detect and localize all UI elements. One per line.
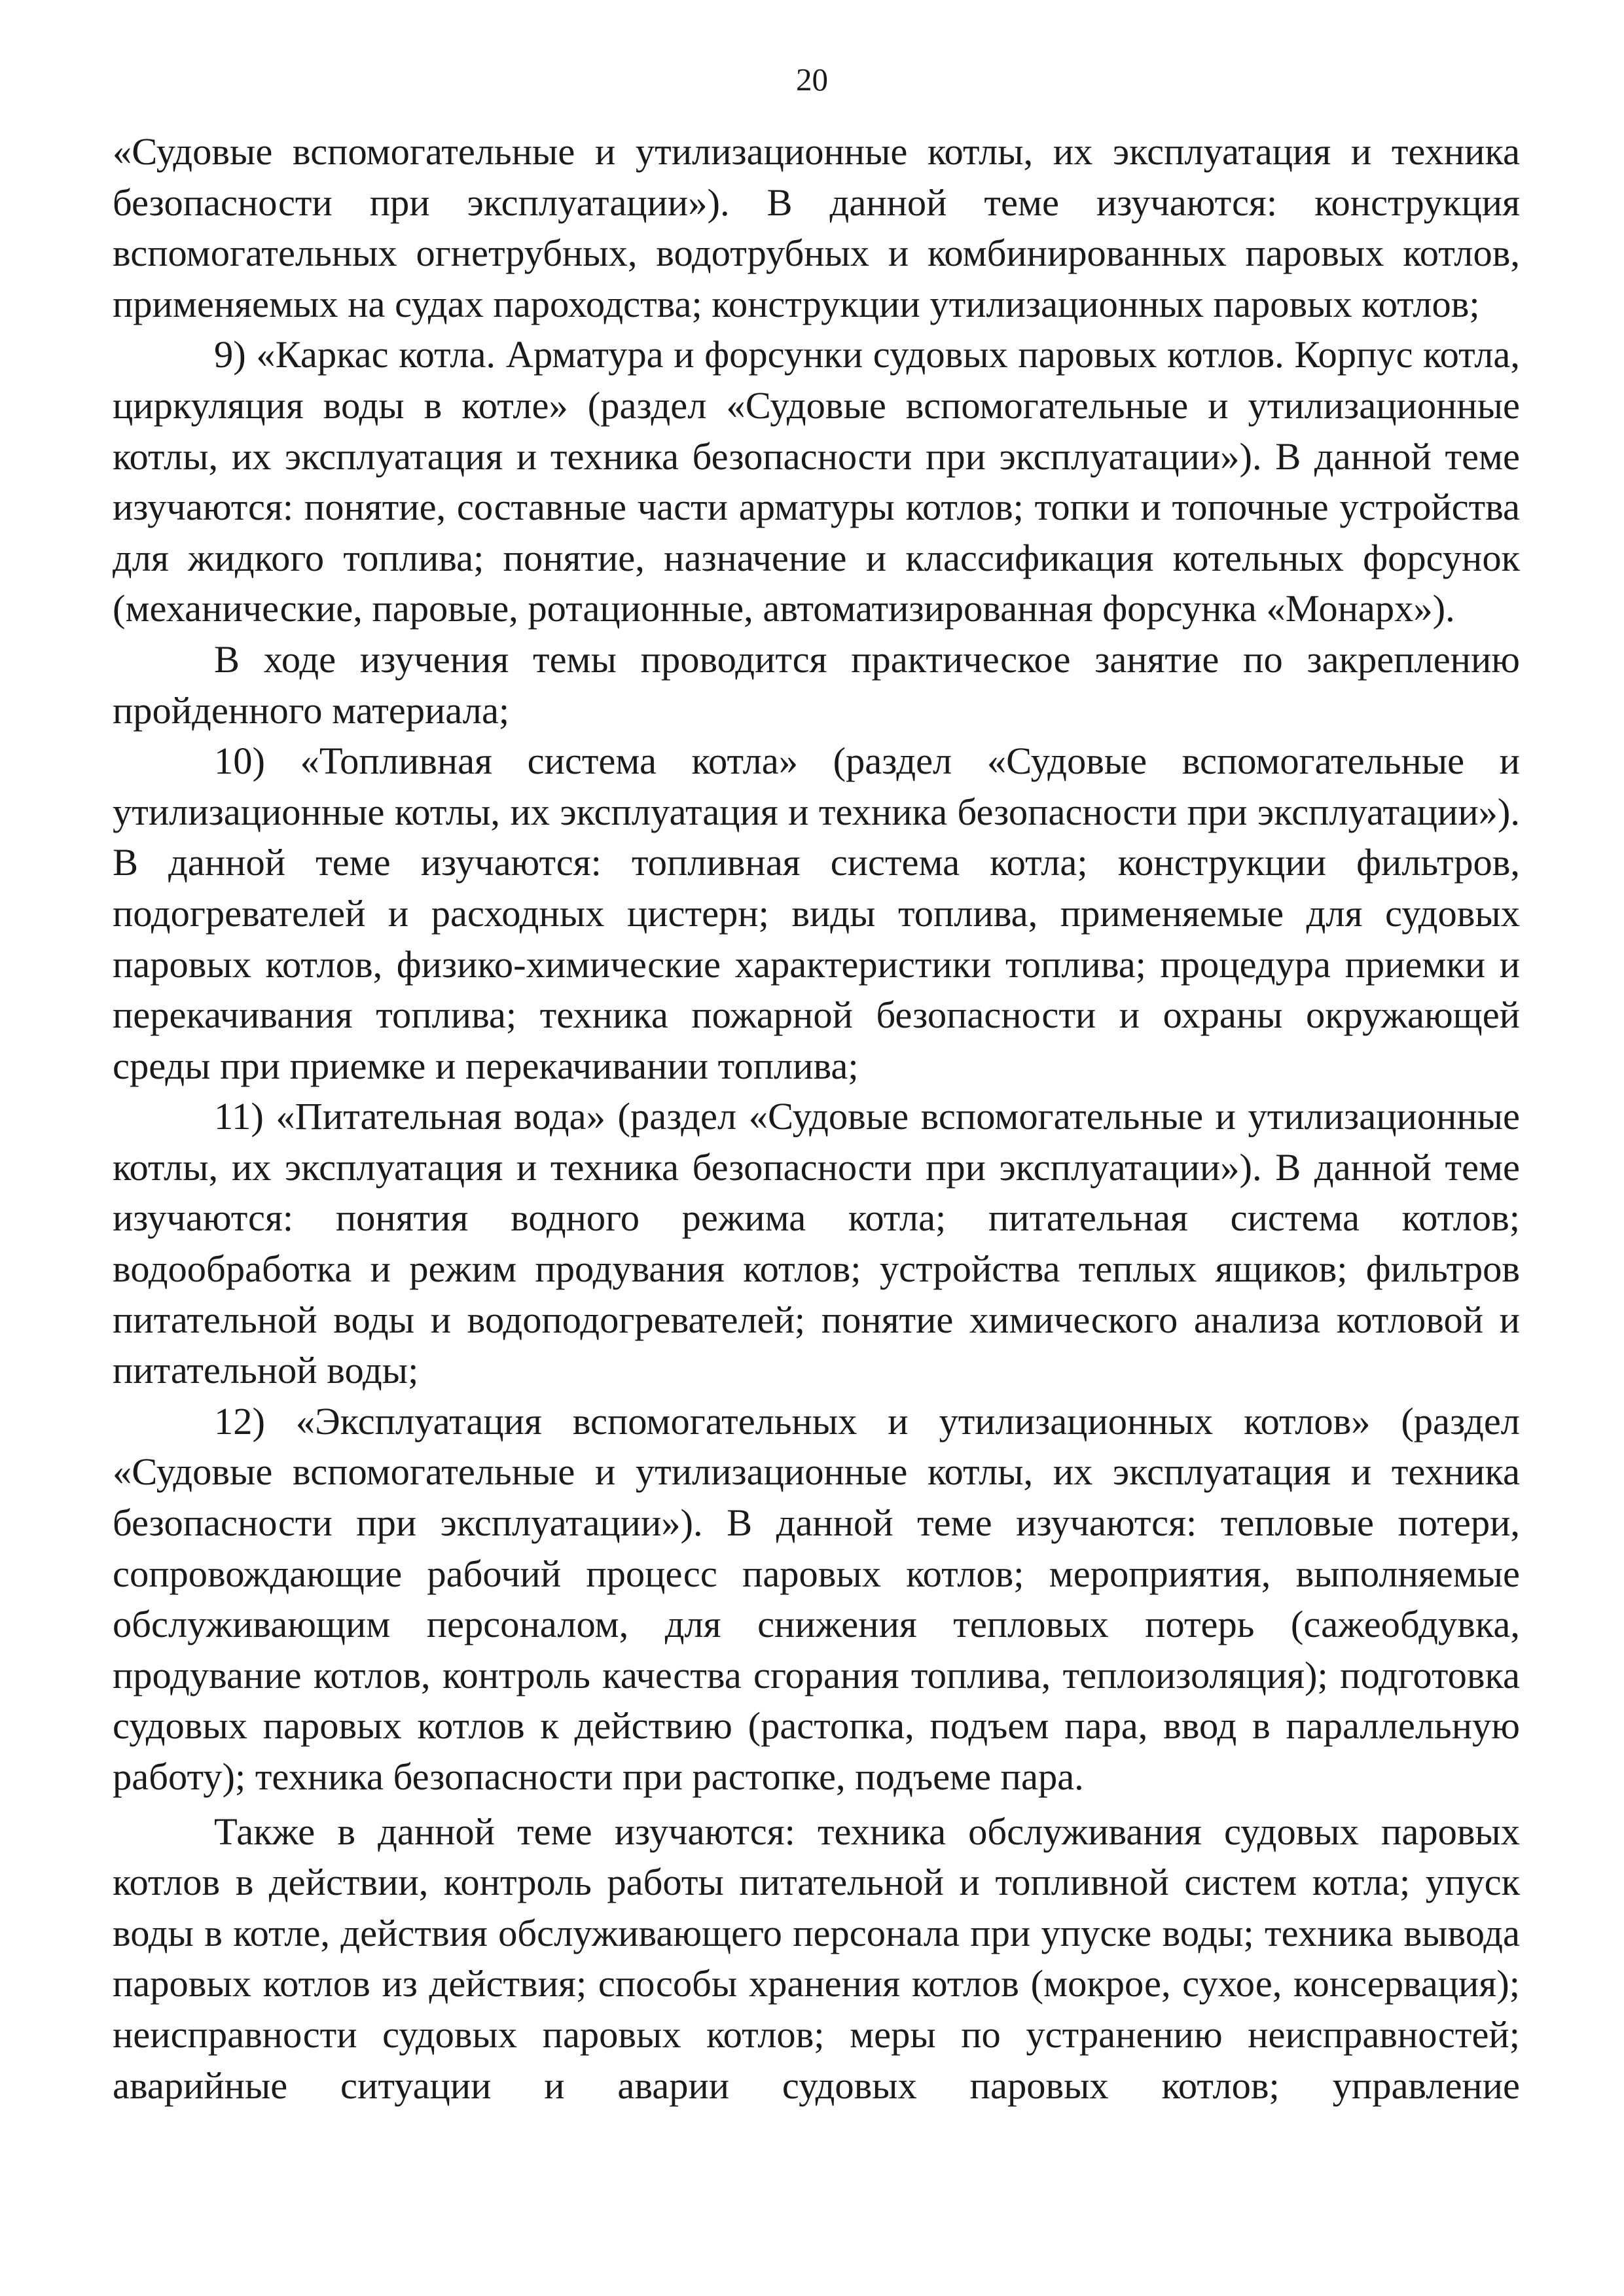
paragraph-item-10: 10) «Топливная система котла» (раздел «Судовые вспомогательные и утилизационные котлы, их эксплуатация и техника безопасности при эксплуатации»). В данной теме изучаются: топливная система котла; конструкции фильтров, подогревателей и расходных цистерн; виды топлива, применяемые для судовых паровых котлов, физико-химические характеристики топлива; процедура приемки и перекачивания топлива; техника пожарной безопасности и охраны окружающей среды при приемке и перекачивании топлива; xyxy=(113,740,1520,1087)
paragraph-continuation: «Судовые вспомогательные и утилизационные котлы, их эксплуатация и техника безопасности при эксплуатации»). В данной теме изучаются: конструкция вспомогательных огнетрубных, водотрубных и комбинированных паровых котлов, применяемых на судах пароходства; конструкции утилизационных паровых котлов; xyxy=(113,130,1520,325)
paragraph-also-studied: Также в данной теме изучаются: техника обслуживания судовых паровых котлов в действии, контроль работы питательной и топливной систем котла; упуск воды в котле, действия обслуживающего персонала при упуске воды; техника вывода паровых котлов из действия; способы хранения котлов (мокрое, сухое, консервация); неисправности судовых паровых котлов; меры по устранению неисправностей; аварийные ситуации и аварии судовых паровых котлов; управление xyxy=(113,1810,1520,2107)
paragraph-practical-lesson: В ходе изучения темы проводится практическое занятие по закреплению пройденного материала; xyxy=(113,637,1520,732)
paragraph-item-9: 9) «Каркас котла. Арматура и форсунки судовых паровых котлов. Корпус котла, циркуляция воды в котле» (раздел «Судовые вспомогательные и утилизационные котлы, их эксплуатация и техника безопасности при эксплуатации»). В данной теме изучаются: понятие, составные части арматуры котлов; топки и топочные устройства для жидкого топлива; понятие, назначение и классификация котельных форсунок (механические, паровые, ротационные, автоматизированная форсунка «Монарх»). xyxy=(113,333,1520,630)
paragraph-item-12: 12) «Эксплуатация вспомогательных и утилизационных котлов» (раздел «Судовые вспомогательные и утилизационные котлы, их эксплуатация и техника безопасности при эксплуатации»). В данной теме изучаются: тепловые потери, сопровождающие рабочий процесс паровых котлов; мероприятия, выполняемые обслуживающим персоналом, для снижения тепловых потерь (сажеобдувка, продувание котлов, контроль качества сгорания топлива, теплоизоляция); подготовка судовых паровых котлов к действию (растопка, подъем пара, ввод в параллельную работу); техника безопасности при растопке, подъеме пара. xyxy=(113,1399,1520,1798)
page-number: 20 xyxy=(796,62,828,98)
paragraph-item-11: 11) «Питательная вода» (раздел «Судовые вспомогательные и утилизационные котлы, их эксплуатация и техника безопасности при эксплуатации»). В данной теме изучаются: понятия водного режима котла; питательная система котлов; водообработка и режим продувания котлов; устройства теплых ящиков; фильтров питательной воды и водоподогревателей; понятие химического анализа котловой и питательной воды; xyxy=(113,1095,1520,1392)
document-body xyxy=(113,126,1520,2111)
